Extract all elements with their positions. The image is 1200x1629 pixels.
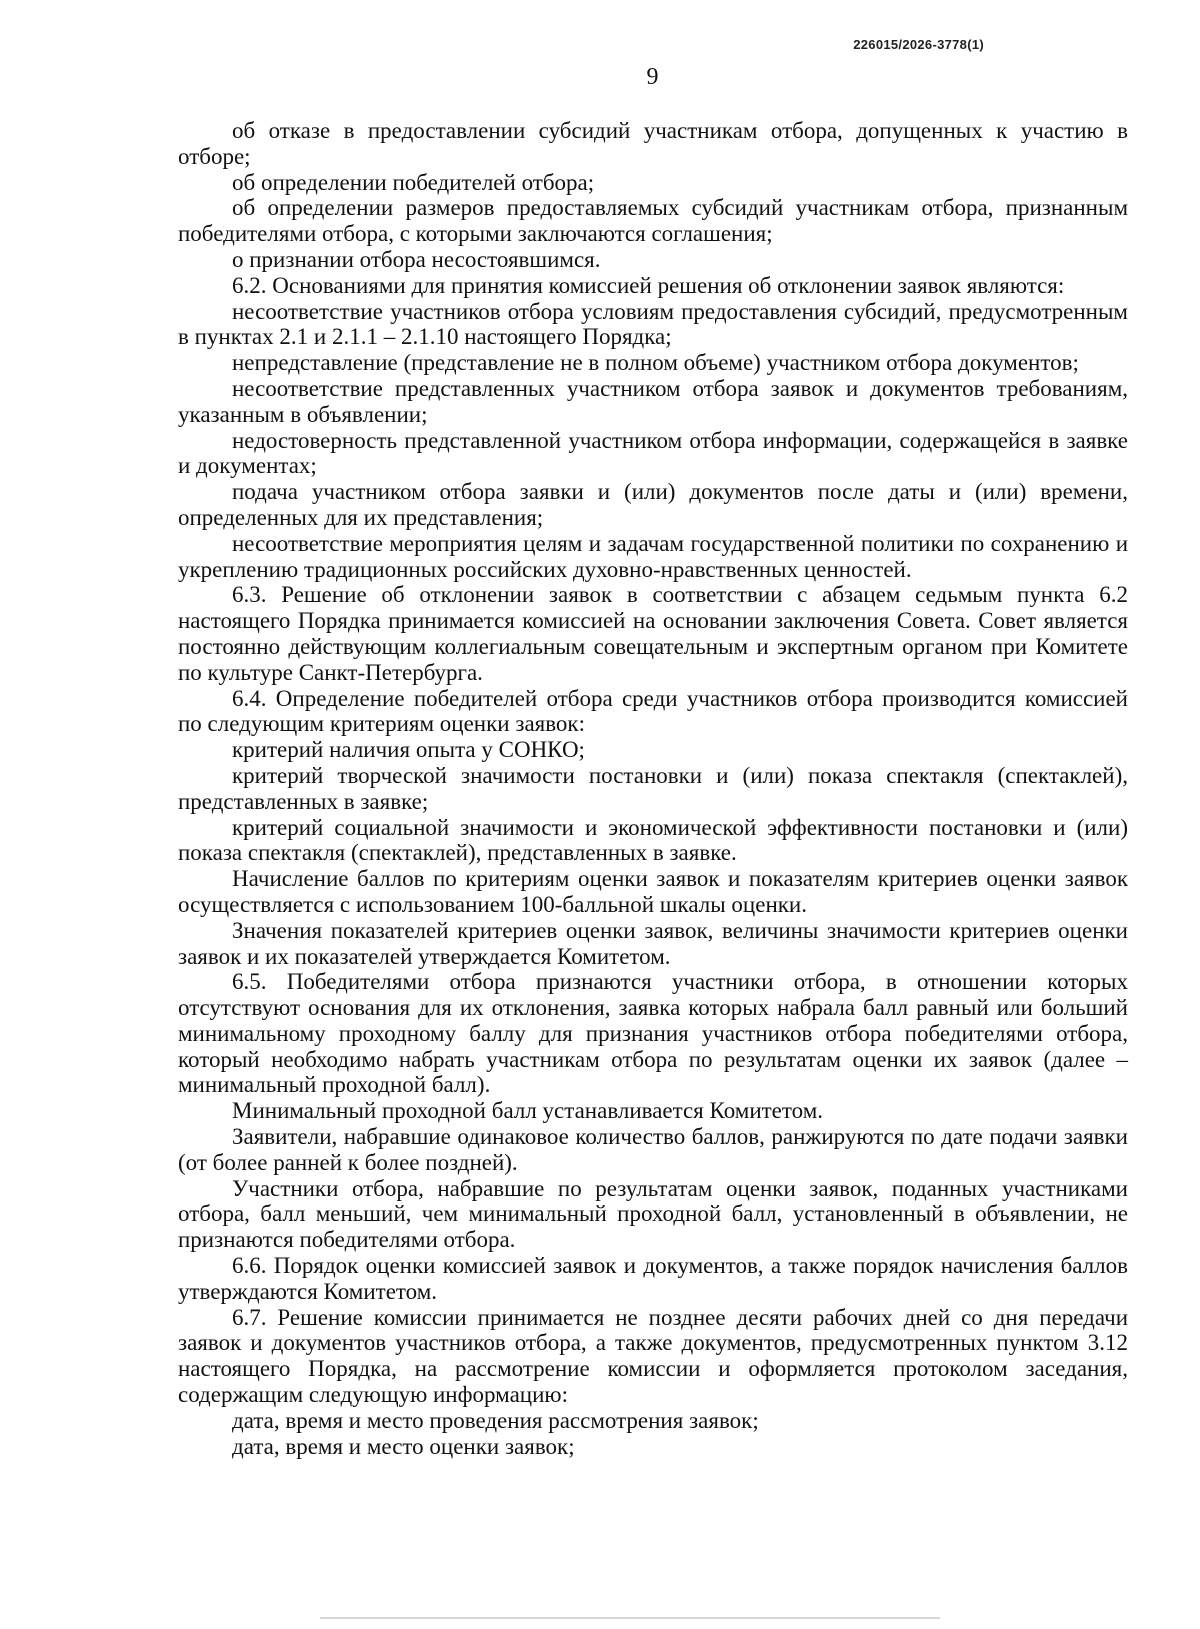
paragraph-equal-scores: Заявители, набравшие одинаковое количество баллов, ранжируются по дате подачи заявки (от более ранней к более поздней). (178, 1124, 1128, 1175)
paragraph-refusal-of-subsidies: об отказе в предоставлении субсидий участникам отбора, допущенных к участию в отборе; (178, 118, 1128, 169)
scan-bottom-edge (320, 1617, 940, 1619)
paragraph-selection-failed: о признании отбора несостоявшимся. (232, 246, 601, 272)
paragraph-6-5: 6.5. Победителями отбора признаются участники отбора, в отношении которых отсутствуют основания для их отклонения, заявка которых набрала балл равный или больший минимальному проходному баллу для признания участников отбора победителями отбора, который необходимо набрать участникам отбора по результатам оценки их заявок (далее – минимальный проходной балл). (178, 969, 1128, 1098)
paragraph-below-minimum: Участники отбора, набравшие по результатам оценки заявок, поданных участниками отбора, балл меньший, чем минимальный проходной балл, установленный в объявлении, не признаются победителями отбора. (178, 1175, 1128, 1253)
paragraph-6-4: 6.4. Определение победителей отбора среди участников отбора производится комиссией по следующим критериям оценки заявок: (178, 685, 1128, 737)
paragraph-6-7: 6.7. Решение комиссии принимается не позднее десяти рабочих дней со дня передачи заявок и документов участников отбора, а также документов, предусмотренных пунктом 3.12 настоящего Порядка, на рассмотрение комиссии и оформляется протоколом заседания, содержащим следующую информацию: (178, 1304, 1128, 1408)
paragraph-6-3: 6.3. Решение об отклонении заявок в соответствии с абзацем седьмым пункта 6.2 настоящего Порядка принимается комиссией на основании заключения Совета. Совет является постоянно действующим коллегиальным совещательным и экспертным органом при Комитете по культуре Санкт-Петербурга. (178, 582, 1128, 685)
paragraph-winners-determination: об определении победителей отбора; (232, 169, 595, 195)
paragraph-review-date-time-place: дата, время и место проведения рассмотрения заявок; (232, 1407, 759, 1433)
paragraph-6-6: 6.6. Порядок оценки комиссией заявок и документов, а также порядок начисления баллов утверждаются Комитетом. (178, 1253, 1128, 1304)
document-registration-number: 226015/2026-3778(1) (853, 37, 984, 52)
paragraph-6-2-inaccurate-information: недостоверность представленной участником отбора информации, содержащейся в заявке и документах; (178, 427, 1128, 479)
paragraph-criterion-creative-significance: критерий творческой значимости постановки и (или) показа спектакля (спектаклей), представленных в заявке; (178, 762, 1128, 814)
paragraph-6-2-late-submission: подача участником отбора заявки и (или) документов после даты и (или) времени, определенных для их представления; (178, 479, 1128, 530)
document-body (178, 118, 1128, 1459)
paragraph-6-2-values-mismatch: несоответствие мероприятия целям и задачам государственной политики по сохранению и укреплению традиционных российских духовно-нравственных ценностей. (178, 530, 1128, 582)
paragraph-subsidy-amounts: об определении размеров предоставляемых субсидий участникам отбора, признанным победителями отбора, с которыми заключаются соглашения; (178, 195, 1128, 247)
paragraph-criterion-social-significance: критерий социальной значимости и экономической эффективности постановки и (или) показа спектакля (спектаклей), представленных в заявке. (178, 814, 1128, 866)
paragraph-criteria-values: Значения показателей критериев оценки заявок, величины значимости критериев оценки заявок и их показателей утверждается Комитетом. (178, 917, 1128, 969)
paragraph-6-2-heading: 6.2. Основаниями для принятия комиссией решения об отклонении заявок являются: (232, 272, 1065, 298)
paragraph-minimum-score: Минимальный проходной балл устанавливается Комитетом. (232, 1098, 824, 1124)
paragraph-criterion-experience: критерий наличия опыта у СОНКО; (232, 737, 585, 763)
paragraph-6-2-documents-not-submitted: непредставление (представление не в полном объеме) участником отбора документов; (232, 350, 1079, 376)
page-number: 9 (646, 64, 659, 90)
paragraph-6-2-requirements-mismatch: несоответствие представленных участником отбора заявок и документов требованиям, указанным в объявлении; (178, 375, 1128, 427)
paragraph-6-2-noncompliance-conditions: несоответствие участников отбора условиям предоставления субсидий, предусмотренным в пунктах 2.1 и 2.1.1 – 2.1.10 настоящего Порядка; (178, 298, 1128, 350)
paragraph-evaluation-date-time-place: дата, время и место оценки заявок; (232, 1433, 575, 1459)
paragraph-scoring-scale: Начисление баллов по критериям оценки заявок и показателям критериев оценки заявок осуществляется с использованием 100-балльной шкалы оценки. (178, 866, 1128, 917)
